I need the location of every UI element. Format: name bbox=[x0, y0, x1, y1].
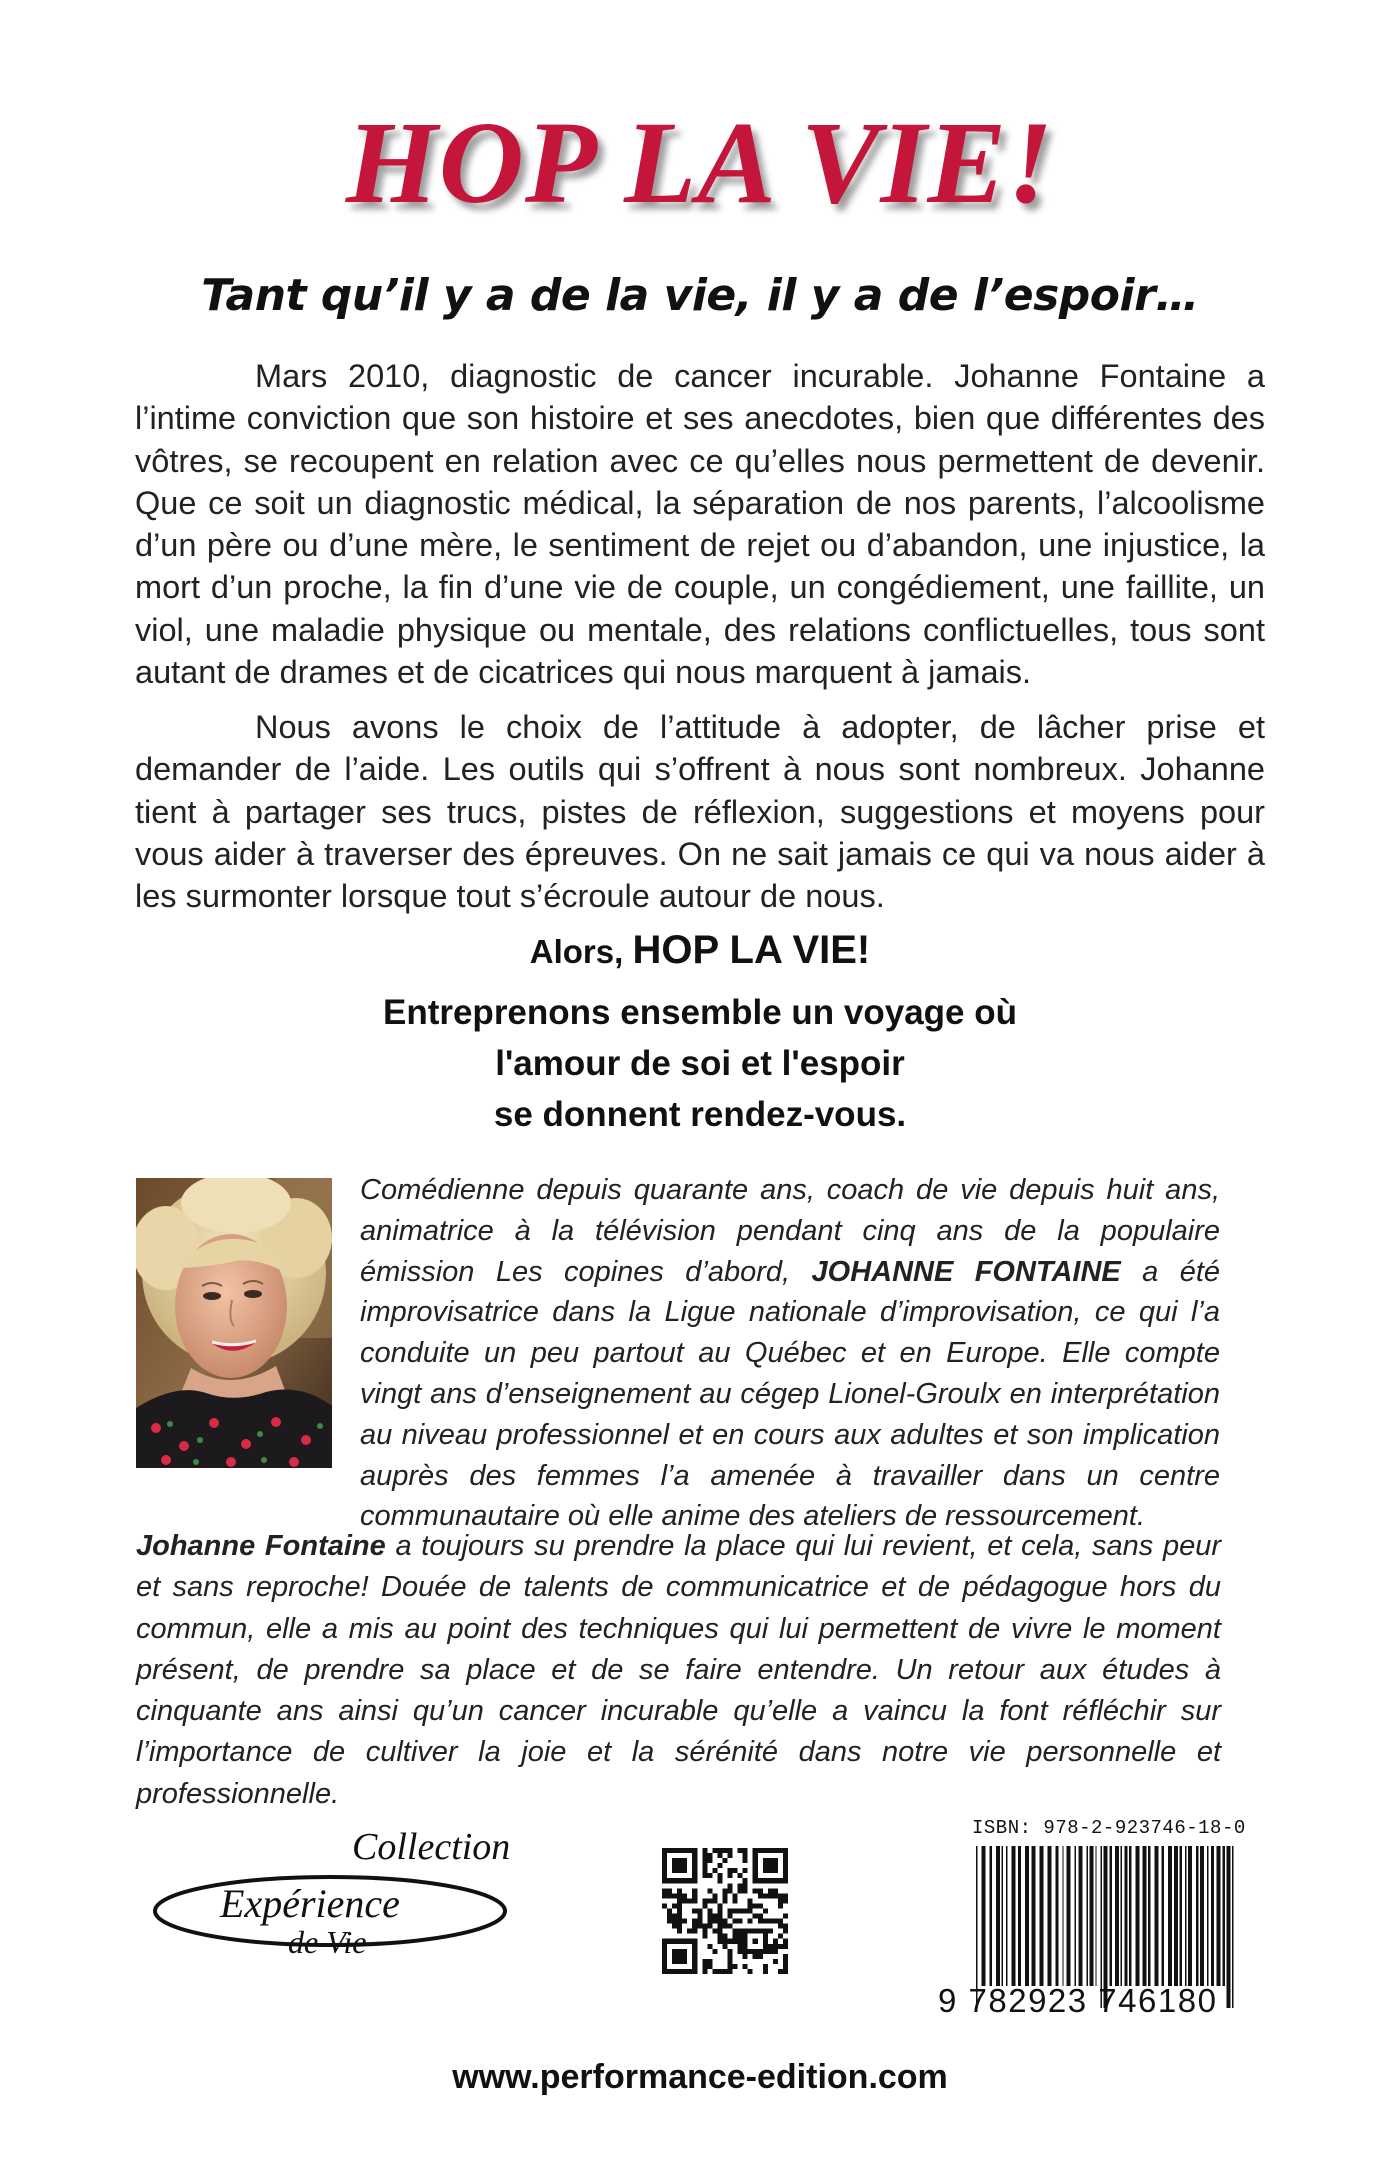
collection-logo bbox=[148, 1825, 523, 1965]
tagline-line: l'amour de soi et l'espoir bbox=[495, 1044, 905, 1083]
author-name: Johanne Fontaine bbox=[136, 1530, 386, 1562]
tagline-line: Entreprenons ensemble un voyage où bbox=[382, 993, 1018, 1032]
synopsis-paragraph-1: Mars 2010, diagnostic de cancer incurable. Johanne Fontaine a l’intime conviction que son histoire et ses anecdotes, bien que différentes des vôtres, se recoupent en relation avec ce qu’elles nous permettent de devenir. Que ce soit un diagnostic médical, la séparation de nos parents, l’alcoolisme d’un père ou d’une mère, le sentiment de rejet ou d’abandon, une injustice, la mort d’un proche, la fin d’une vie de couple, un congédiement, une faillite, un viol, une maladie physique ou mentale, des relations conflictuelles, tous sont autant de drames et de cicatrices qui nous marquent à jamais. bbox=[135, 358, 1265, 691]
tagline-line: se donnent rendez-vous. bbox=[493, 1095, 907, 1134]
tagline-block bbox=[0, 987, 1400, 1140]
synopsis-paragraph-2: Nous avons le choix de l’attitude à adopter, de lâcher prise et demander de l’aide. Les outils qui s’offrent à nous sont nombreux. Johanne tient à partager ses trucs, pistes de réflexion, suggestions et moyens pour vous aider à traverser des épreuves. On ne sait jamais ce qui va nous aider à les surmonter lorsque tout s’écroule autour de nous. bbox=[135, 709, 1265, 915]
logo-de-vie-text: de Vie bbox=[288, 1924, 367, 1960]
author-bio-intro: Comédienne depuis quarante ans, coach de vie depuis huit ans, animatrice à la télévision pendant cinq ans de la populaire émission Les copines d’abord, bbox=[360, 1174, 1220, 1288]
author-bio-rest: a été improvisatrice dans la Ligue nationale d’improvisation, ce qui l’a conduite un peu partout au Québec et en Europe. Elle compte vingt ans d’enseignement au cégep Lionel-Groulx en interprétation au niveau professionnel et en cours aux adultes et son implication auprès des femmes l’a amenée à travailler dans un centre communautaire où elle anime des ateliers de ressourcement. bbox=[360, 1255, 1221, 1533]
tagline-lead bbox=[0, 928, 1400, 973]
publisher-website[interactable]: www.performance-edition.com bbox=[452, 2058, 948, 2096]
logo-collection-text: Collection bbox=[352, 1826, 511, 1868]
barcode-number: 9 782923 746180 bbox=[938, 1982, 1218, 2019]
qr-code bbox=[662, 1848, 788, 1974]
author-summary-text: a toujours su prendre la place qui lui revient, et cela, sans peur et sans reproche! Douée de talents de communicatrice et de pédagogue hors du commun, elle a mis au point des techniques qui lui permettent de vivre le moment présent, de prendre sa place et de se faire entendre. Un retour aux études à cinquante ans ainsi qu’un cancer incurable qu’elle a vaincu la font réfléchir sur l’importance de cultiver la joie et la sérénité dans notre vie personnelle et professionnelle. bbox=[136, 1530, 1221, 1810]
author-bio-paragraph bbox=[360, 1170, 1220, 1537]
logo-experience-text: Expérience bbox=[220, 1881, 400, 1926]
book-subtitle: Tant qu’il y a de la vie, il y a de l’espoir… bbox=[201, 270, 1199, 321]
tagline-highlight: HOP LA VIE! bbox=[632, 928, 871, 972]
tagline-lead-word: Alors, bbox=[529, 933, 624, 970]
author-photo bbox=[136, 1178, 332, 1468]
author-summary-paragraph bbox=[136, 1526, 1221, 1815]
book-title: HOP LA VIE! bbox=[345, 97, 1055, 228]
isbn-label: ISBN: 978-2-923746-18-0 bbox=[972, 1817, 1246, 1839]
author-name-caps: JOHANNE FONTAINE bbox=[811, 1255, 1121, 1288]
